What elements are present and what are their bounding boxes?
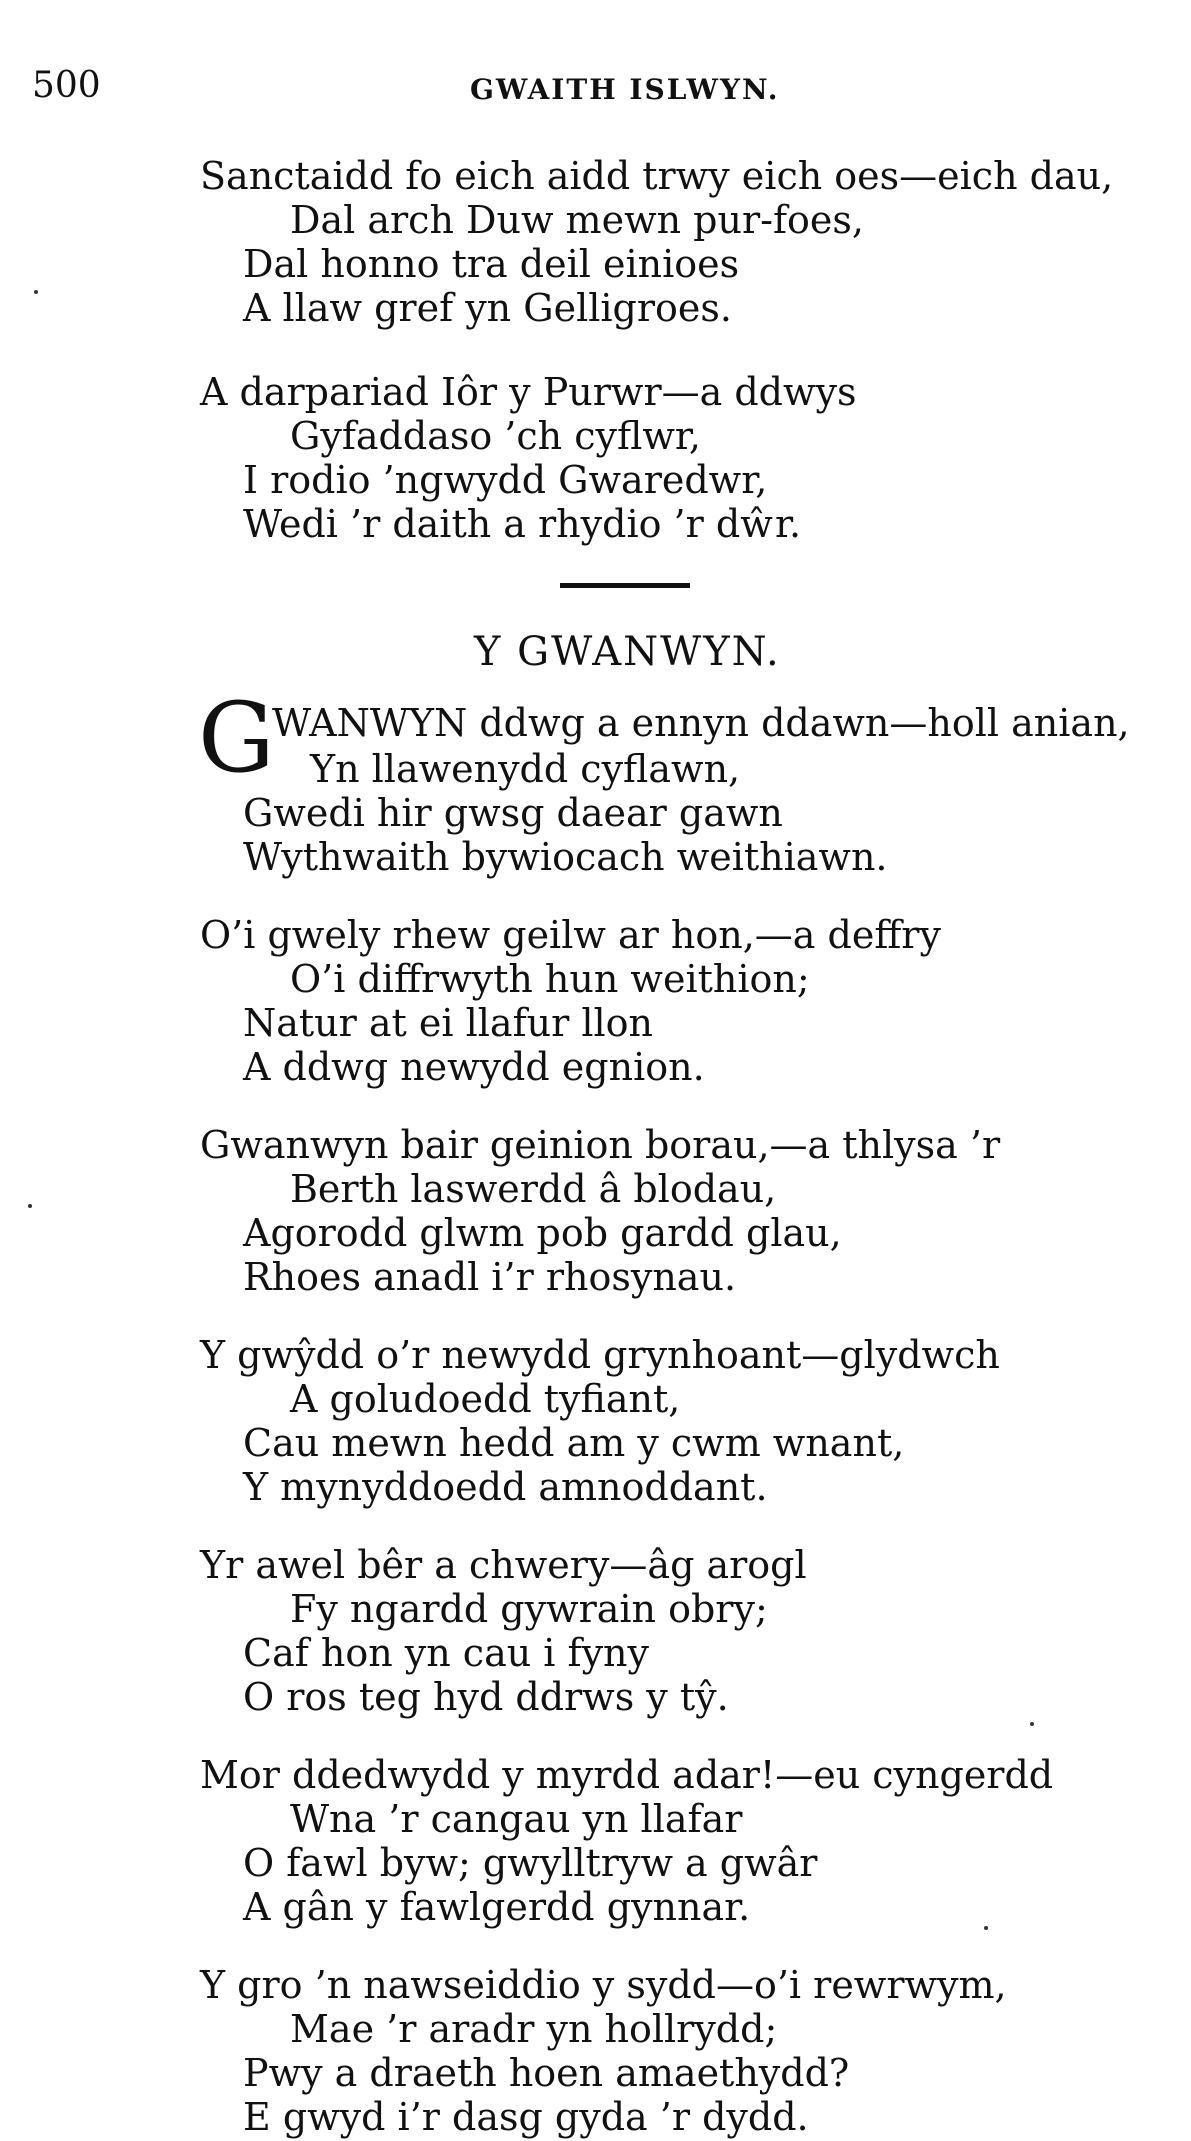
poem-line: Y gwŷdd o’r newydd grynhoant—glydwch (200, 1333, 1000, 1377)
poem-title: Y GWANWYN. (474, 629, 781, 675)
poem-line: Wna ’r cangau yn llafar (290, 1797, 743, 1841)
poem-first-line: WANWYN ddwg a ennyn ddawn—holl anian, (272, 701, 1130, 745)
poem-line: Gwanwyn bair geinion borau,—a thlysa ’r (200, 1123, 1001, 1167)
print-speck (34, 290, 38, 294)
poem-line: Mor ddedwydd y myrdd adar!—eu cyngerdd (200, 1753, 1054, 1797)
print-speck (1030, 1722, 1034, 1726)
poem-line: A goludoedd tyfiant, (290, 1377, 681, 1421)
poem-line: Rhoes anadl i’r rhosynau. (243, 1255, 737, 1299)
poem-line: Yr awel bêr a chwery—âg arogl (200, 1543, 807, 1587)
poem-line: Cau mewn hedd am y cwm wnant, (243, 1421, 905, 1465)
poem-line: Y gro ’n nawseiddio y sydd—o’i rewrwym, (200, 1963, 1007, 2007)
print-speck (984, 1926, 988, 1930)
print-speck (28, 1204, 32, 1208)
poem-line: Gyfaddaso ’ch cyflwr, (290, 414, 701, 458)
poem-line: Fy ngardd gywrain obry; (290, 1587, 768, 1631)
page-number: 500 (32, 65, 101, 106)
poem-line: A ddwg newydd egnion. (243, 1045, 705, 1089)
poem-line: Wythwaith bywiocach weithiawn. (243, 835, 888, 879)
poem-line: Natur at ei llafur llon (243, 1001, 654, 1045)
poem-line: Dal honno tra deil einioes (243, 242, 740, 286)
poem-line: Agorodd glwm pob gardd glau, (243, 1211, 842, 1255)
poem-line: I rodio ’ngwydd Gwaredwr, (243, 458, 768, 502)
poem-line: O fawl byw; gwylltryw a gwâr (243, 1841, 818, 1885)
poem-line: Gwedi hir gwsg daear gawn (243, 791, 783, 835)
drop-cap: G (198, 682, 275, 794)
running-title: GWAITH ISLWYN. (470, 73, 780, 106)
poem-line: O’i diffrwyth hun weithion; (290, 957, 810, 1001)
poem-line: Y mynyddoedd amnoddant. (243, 1465, 768, 1509)
poem-line: Yn llawenydd cyflawn, (310, 747, 741, 791)
poem-line: A darpariad Iôr y Purwr—a ddwys (200, 370, 857, 414)
poem-line: Caf hon yn cau i fyny (243, 1631, 649, 1675)
poem-line: O’i gwely rhew geilw ar hon,—a deffry (200, 913, 941, 957)
poem-line: Wedi ’r daith a rhydio ’r dŵr. (243, 502, 802, 546)
poem-line: Sanctaidd fo eich aidd trwy eich oes—eich dau, (200, 154, 1114, 198)
poem-line: Pwy a draeth hoen amaethydd? (243, 2051, 850, 2095)
poem-line: Berth laswerdd â blodau, (290, 1167, 777, 1211)
poem-line: E gwyd i’r dasg gyda ’r dydd. (243, 2095, 809, 2139)
section-divider (560, 583, 690, 588)
poem-line: Mae ’r aradr yn hollrydd; (290, 2007, 778, 2051)
poem-line: O ros teg hyd ddrws y tŷ. (243, 1675, 729, 1719)
poem-line: A gân y fawlgerdd gynnar. (243, 1885, 751, 1929)
poem-line: A llaw gref yn Gelligroes. (243, 286, 732, 330)
poem-line: Dal arch Duw mewn pur-foes, (290, 198, 864, 242)
